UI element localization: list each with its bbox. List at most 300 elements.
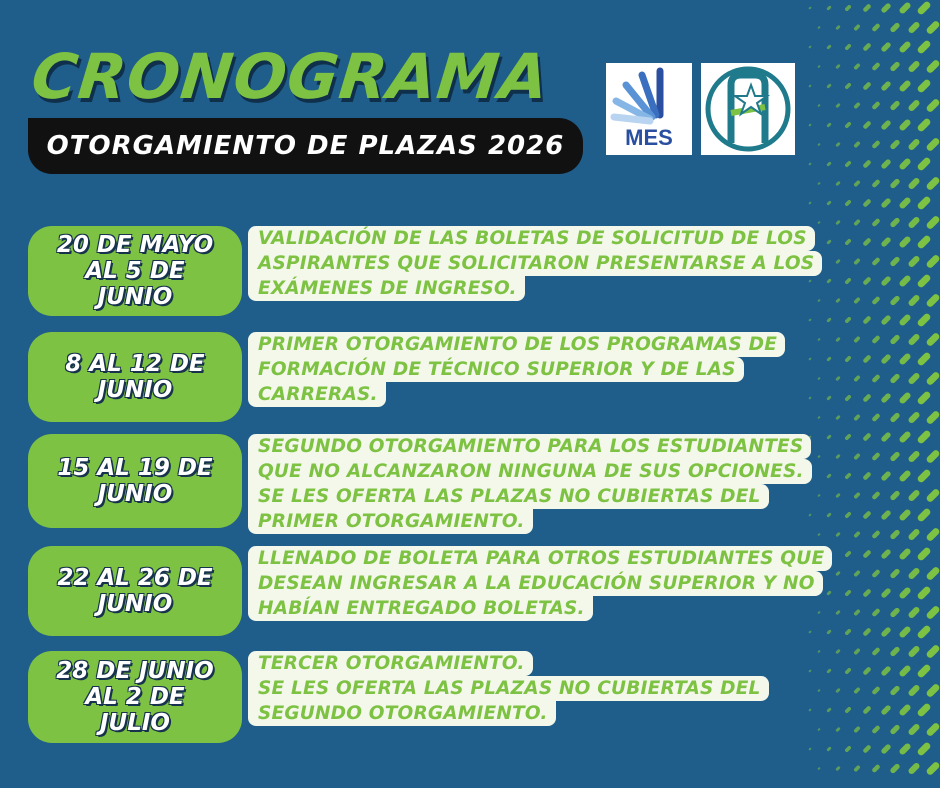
pattern-dot bbox=[907, 645, 921, 659]
pattern-dot bbox=[898, 625, 912, 639]
pattern-dot bbox=[907, 138, 921, 152]
pattern-dot bbox=[871, 179, 881, 189]
pattern-dot bbox=[898, 157, 912, 171]
description-line: EXÁMENES DE INGRESO. bbox=[248, 276, 525, 301]
pattern-dot bbox=[889, 139, 901, 151]
pattern-dot bbox=[808, 630, 812, 634]
pattern-dot bbox=[844, 472, 852, 480]
pattern-dot bbox=[898, 79, 912, 93]
pattern-dot bbox=[889, 373, 901, 385]
schedule-description bbox=[248, 434, 812, 534]
pattern-dot bbox=[817, 143, 821, 147]
pattern-dot bbox=[853, 414, 861, 422]
pattern-dot bbox=[880, 197, 892, 209]
pattern-dot bbox=[835, 259, 841, 265]
pattern-dot bbox=[889, 646, 901, 658]
pattern-dot bbox=[835, 610, 841, 616]
pattern-dot bbox=[826, 44, 832, 50]
pattern-dot bbox=[844, 706, 852, 714]
date-line: JUNIO bbox=[97, 591, 173, 617]
pattern-dot bbox=[916, 702, 932, 718]
pattern-dot bbox=[862, 393, 872, 403]
description-line: SEGUNDO OTORGAMIENTO. bbox=[248, 701, 556, 726]
mes-fan-icon bbox=[606, 63, 692, 129]
pattern-dot bbox=[898, 391, 912, 405]
pattern-dot bbox=[844, 4, 852, 12]
pattern-dot bbox=[916, 312, 932, 328]
description-line: QUE NO ALCANZARON NINGUNA DE SUS OPCIONES. bbox=[248, 459, 812, 484]
mes-logo-text: MES bbox=[625, 125, 673, 150]
pattern-dot bbox=[844, 394, 852, 402]
schedule-date bbox=[28, 546, 242, 636]
pattern-dot bbox=[916, 156, 932, 172]
pattern-dot bbox=[808, 669, 812, 673]
pattern-dot bbox=[826, 161, 832, 167]
pattern-dot bbox=[898, 430, 912, 444]
pattern-dot bbox=[871, 569, 881, 579]
pattern-dot bbox=[862, 627, 872, 637]
description-line: VALIDACIÓN DE LAS BOLETAS DE SOLICITUD DE LOS bbox=[248, 226, 815, 251]
pattern-dot bbox=[862, 432, 872, 442]
pattern-dot bbox=[916, 195, 932, 211]
pattern-dot bbox=[880, 314, 892, 326]
pattern-dot bbox=[817, 494, 821, 498]
schedule-date bbox=[28, 226, 242, 316]
pattern-dot bbox=[817, 455, 821, 459]
pattern-dot bbox=[853, 24, 861, 32]
pattern-dot bbox=[826, 278, 832, 284]
description-line: SEGUNDO OTORGAMIENTO PARA LOS ESTUDIANTES bbox=[248, 434, 811, 459]
pattern-dot bbox=[925, 332, 940, 348]
pattern-dot bbox=[880, 587, 892, 599]
pattern-dot bbox=[880, 431, 892, 443]
pattern-dot bbox=[871, 257, 881, 267]
pattern-dot bbox=[862, 510, 872, 520]
pattern-dot bbox=[880, 548, 892, 560]
description-line: LLENADO DE BOLETA PARA OTROS ESTUDIANTES QUE bbox=[248, 546, 832, 571]
pattern-dot bbox=[916, 507, 932, 523]
pattern-dot bbox=[844, 589, 852, 597]
pattern-dot bbox=[817, 26, 821, 30]
pattern-dot bbox=[853, 687, 861, 695]
description-line: SE LES OFERTA LAS PLAZAS NO CUBIERTAS DEL bbox=[248, 484, 769, 509]
date-line: 28 DE JUNIO bbox=[56, 658, 214, 684]
pattern-dot bbox=[898, 235, 912, 249]
pattern-dot bbox=[817, 767, 821, 771]
pattern-dot bbox=[862, 198, 872, 208]
description-line: HABÍAN ENTREGADO BOLETAS. bbox=[248, 596, 593, 621]
pattern-dot bbox=[925, 137, 940, 153]
pattern-dot bbox=[889, 529, 901, 541]
pattern-dot bbox=[916, 663, 932, 679]
schedule-date bbox=[28, 332, 242, 422]
pattern-dot bbox=[907, 60, 921, 74]
pattern-dot bbox=[925, 215, 940, 231]
pattern-dot bbox=[880, 743, 892, 755]
pattern-dot bbox=[844, 121, 852, 129]
pattern-dot bbox=[880, 2, 892, 14]
pattern-dot bbox=[907, 216, 921, 230]
pattern-dot bbox=[907, 723, 921, 737]
pattern-dot bbox=[898, 313, 912, 327]
description-line: FORMACIÓN DE TÉCNICO SUPERIOR Y DE LAS bbox=[248, 357, 744, 382]
pattern-dot bbox=[844, 160, 852, 168]
pattern-dot bbox=[862, 471, 872, 481]
pattern-dot bbox=[844, 277, 852, 285]
pattern-dot bbox=[817, 104, 821, 108]
pattern-dot bbox=[808, 708, 812, 712]
pattern-dot bbox=[880, 275, 892, 287]
pattern-dot bbox=[862, 549, 872, 559]
pattern-dot bbox=[880, 626, 892, 638]
pattern-dot bbox=[925, 59, 940, 75]
description-line: ASPIRANTES QUE SOLICITARON PRESENTARSE A LOS bbox=[248, 251, 822, 276]
pattern-dot bbox=[853, 63, 861, 71]
pattern-dot bbox=[871, 608, 881, 618]
pattern-dot bbox=[889, 22, 901, 34]
pattern-dot bbox=[907, 21, 921, 35]
date-line: AL 2 DE bbox=[85, 684, 185, 710]
pattern-dot bbox=[898, 118, 912, 132]
pattern-dot bbox=[835, 454, 841, 460]
pattern-dot bbox=[916, 468, 932, 484]
mes-logo bbox=[606, 63, 692, 155]
pattern-dot bbox=[862, 276, 872, 286]
pattern-dot bbox=[880, 392, 892, 404]
pattern-dot bbox=[925, 683, 940, 699]
pattern-dot bbox=[853, 141, 861, 149]
pattern-dot bbox=[907, 684, 921, 698]
schedule-date bbox=[28, 434, 242, 528]
pattern-dot bbox=[808, 747, 812, 751]
date-line: AL 5 DE bbox=[85, 258, 185, 284]
pattern-dot bbox=[853, 180, 861, 188]
pattern-dot bbox=[853, 297, 861, 305]
pattern-dot bbox=[808, 201, 812, 205]
pattern-dot bbox=[808, 396, 812, 400]
pattern-dot bbox=[817, 533, 821, 537]
pattern-dot bbox=[880, 509, 892, 521]
pattern-dot bbox=[925, 176, 940, 192]
pattern-dot bbox=[853, 609, 861, 617]
pattern-dot bbox=[826, 122, 832, 128]
pattern-dot bbox=[925, 410, 940, 426]
pattern-dot bbox=[916, 390, 932, 406]
pattern-dot bbox=[871, 101, 881, 111]
pattern-dot bbox=[853, 765, 861, 773]
pattern-dot bbox=[880, 353, 892, 365]
pattern-dot bbox=[871, 764, 881, 774]
pattern-dot bbox=[880, 158, 892, 170]
description-line: CARRERAS. bbox=[248, 382, 386, 407]
page-title: CRONOGRAMA bbox=[28, 40, 553, 113]
pattern-dot bbox=[862, 3, 872, 13]
pattern-dot bbox=[907, 294, 921, 308]
pattern-dot bbox=[835, 688, 841, 694]
pattern-dot bbox=[907, 99, 921, 113]
pattern-dot bbox=[871, 140, 881, 150]
pattern-dot bbox=[826, 395, 832, 401]
pattern-dot bbox=[925, 644, 940, 660]
pattern-dot bbox=[826, 668, 832, 674]
page-subtitle: OTORGAMIENTO DE PLAZAS 2026 bbox=[46, 131, 565, 161]
pattern-dot bbox=[898, 664, 912, 678]
pattern-dot bbox=[835, 220, 841, 226]
pattern-dot bbox=[916, 624, 932, 640]
pattern-dot bbox=[916, 273, 932, 289]
pattern-dot bbox=[916, 78, 932, 94]
pattern-dot bbox=[862, 81, 872, 91]
schedule-description bbox=[248, 332, 785, 407]
pattern-dot bbox=[826, 83, 832, 89]
pattern-dot bbox=[853, 102, 861, 110]
pattern-dot bbox=[916, 0, 932, 16]
pattern-dot bbox=[826, 239, 832, 245]
pattern-dot bbox=[808, 84, 812, 88]
pattern-dot bbox=[889, 490, 901, 502]
pattern-dot bbox=[880, 236, 892, 248]
pattern-dot bbox=[898, 703, 912, 717]
pattern-dot bbox=[898, 352, 912, 366]
pattern-dot bbox=[844, 82, 852, 90]
pattern-dot bbox=[898, 1, 912, 15]
pattern-dot bbox=[907, 528, 921, 542]
pattern-dot bbox=[871, 725, 881, 735]
pattern-dot bbox=[916, 585, 932, 601]
date-line: 22 AL 26 DE bbox=[57, 565, 213, 591]
description-line: DESEAN INGRESAR A LA EDUCACIÓN SUPERIOR Y NO bbox=[248, 571, 823, 596]
pattern-dot bbox=[889, 568, 901, 580]
pattern-dot bbox=[916, 117, 932, 133]
pattern-dot bbox=[817, 65, 821, 69]
pattern-dot bbox=[817, 650, 821, 654]
date-line: 15 AL 19 DE bbox=[57, 455, 213, 481]
pattern-dot bbox=[835, 142, 841, 148]
pattern-dot bbox=[835, 727, 841, 733]
pattern-dot bbox=[844, 628, 852, 636]
pattern-dot bbox=[880, 119, 892, 131]
pattern-dot bbox=[880, 704, 892, 716]
pattern-dot bbox=[880, 41, 892, 53]
pattern-dot bbox=[862, 315, 872, 325]
pattern-dot bbox=[862, 120, 872, 130]
description-line: SE LES OFERTA LAS PLAZAS NO CUBIERTAS DEL bbox=[248, 676, 769, 701]
pattern-dot bbox=[808, 45, 812, 49]
pattern-dot bbox=[853, 648, 861, 656]
pattern-dot bbox=[925, 98, 940, 114]
pattern-dot bbox=[925, 449, 940, 465]
pattern-dot bbox=[853, 492, 861, 500]
pattern-dot bbox=[817, 338, 821, 342]
pattern-dot bbox=[835, 532, 841, 538]
pattern-dot bbox=[916, 429, 932, 445]
pattern-dot bbox=[826, 512, 832, 518]
pattern-dot bbox=[853, 570, 861, 578]
pattern-dot bbox=[925, 293, 940, 309]
pattern-dot bbox=[925, 371, 940, 387]
pattern-dot bbox=[862, 42, 872, 52]
pattern-dot bbox=[889, 412, 901, 424]
pattern-dot bbox=[898, 547, 912, 561]
star-emblem-icon bbox=[701, 63, 795, 155]
date-line: 20 DE MAYO bbox=[56, 232, 214, 258]
pattern-dot bbox=[916, 351, 932, 367]
pattern-dot bbox=[826, 746, 832, 752]
pattern-dot bbox=[907, 372, 921, 386]
pattern-dot bbox=[862, 237, 872, 247]
pattern-dot bbox=[844, 316, 852, 324]
pattern-dot bbox=[826, 473, 832, 479]
pattern-dot bbox=[907, 411, 921, 425]
pattern-dot bbox=[835, 649, 841, 655]
pattern-dot bbox=[898, 40, 912, 54]
pattern-dot bbox=[925, 20, 940, 36]
pattern-dot bbox=[907, 333, 921, 347]
description-line: PRIMER OTORGAMIENTO. bbox=[248, 509, 533, 534]
pattern-dot bbox=[889, 724, 901, 736]
pattern-dot bbox=[925, 722, 940, 738]
pattern-dot bbox=[889, 763, 901, 775]
pattern-dot bbox=[835, 493, 841, 499]
pattern-dot bbox=[844, 511, 852, 519]
pattern-dot bbox=[844, 43, 852, 51]
pattern-dot bbox=[835, 415, 841, 421]
date-line: JUNIO bbox=[97, 284, 173, 310]
pattern-dot bbox=[898, 274, 912, 288]
date-line: 8 AL 12 DE bbox=[65, 351, 205, 377]
pattern-dot bbox=[862, 354, 872, 364]
pattern-dot bbox=[835, 103, 841, 109]
pattern-dot bbox=[862, 588, 872, 598]
pattern-dot bbox=[835, 25, 841, 31]
pattern-dot bbox=[817, 728, 821, 732]
pattern-dot bbox=[853, 258, 861, 266]
pattern-dot bbox=[907, 489, 921, 503]
description-line: PRIMER OTORGAMIENTO DE LOS PROGRAMAS DE bbox=[248, 332, 785, 357]
pattern-dot bbox=[880, 665, 892, 677]
pattern-dot bbox=[925, 254, 940, 270]
pattern-dot bbox=[826, 5, 832, 11]
pattern-dot bbox=[835, 571, 841, 577]
pattern-dot bbox=[871, 218, 881, 228]
date-line: JUNIO bbox=[97, 377, 173, 403]
pattern-dot bbox=[898, 586, 912, 600]
pattern-dot bbox=[844, 433, 852, 441]
pattern-dot bbox=[853, 219, 861, 227]
pattern-dot bbox=[826, 356, 832, 362]
pattern-dot bbox=[853, 453, 861, 461]
pattern-dot bbox=[808, 6, 812, 10]
pattern-dot bbox=[817, 182, 821, 186]
schedule-description bbox=[248, 226, 822, 301]
institution-logo bbox=[701, 63, 795, 155]
date-line: JULIO bbox=[99, 710, 170, 736]
pattern-dot bbox=[871, 374, 881, 384]
pattern-dot bbox=[889, 685, 901, 697]
pattern-dot bbox=[853, 531, 861, 539]
pattern-dot bbox=[889, 451, 901, 463]
pattern-dot bbox=[925, 488, 940, 504]
pattern-dot bbox=[835, 376, 841, 382]
pattern-dot bbox=[871, 413, 881, 423]
pattern-dot bbox=[871, 296, 881, 306]
pattern-dot bbox=[889, 607, 901, 619]
pattern-dot bbox=[808, 357, 812, 361]
pattern-dot bbox=[844, 355, 852, 363]
pattern-dot bbox=[907, 762, 921, 776]
pattern-dot bbox=[871, 530, 881, 540]
pattern-dot bbox=[844, 667, 852, 675]
pattern-dot bbox=[808, 123, 812, 127]
pattern-dot bbox=[889, 61, 901, 73]
pattern-dot bbox=[916, 546, 932, 562]
pattern-dot bbox=[907, 177, 921, 191]
pattern-dot bbox=[907, 567, 921, 581]
pattern-dot bbox=[871, 452, 881, 462]
pattern-dot bbox=[898, 196, 912, 210]
pattern-dot bbox=[907, 450, 921, 464]
pattern-dot bbox=[817, 416, 821, 420]
pattern-dot bbox=[907, 255, 921, 269]
pattern-dot bbox=[817, 221, 821, 225]
pattern-dot bbox=[835, 181, 841, 187]
pattern-dot bbox=[898, 508, 912, 522]
pattern-dot bbox=[907, 606, 921, 620]
pattern-dot bbox=[844, 745, 852, 753]
pattern-dot bbox=[898, 469, 912, 483]
pattern-dot bbox=[871, 491, 881, 501]
pattern-dot bbox=[862, 159, 872, 169]
pattern-dot bbox=[853, 336, 861, 344]
pattern-dot bbox=[835, 298, 841, 304]
pattern-dot bbox=[844, 550, 852, 558]
pattern-dot bbox=[817, 689, 821, 693]
pattern-dot bbox=[871, 647, 881, 657]
pattern-dot bbox=[925, 566, 940, 582]
pattern-dot bbox=[916, 741, 932, 757]
pattern-dot bbox=[853, 375, 861, 383]
pattern-dot bbox=[889, 256, 901, 268]
pattern-dot bbox=[916, 39, 932, 55]
pattern-dot bbox=[916, 234, 932, 250]
pattern-dot bbox=[871, 335, 881, 345]
pattern-dot bbox=[880, 470, 892, 482]
description-line: TERCER OTORGAMIENTO. bbox=[248, 651, 533, 676]
pattern-dot bbox=[844, 199, 852, 207]
pattern-dot bbox=[898, 742, 912, 756]
pattern-dot bbox=[862, 705, 872, 715]
pattern-dot bbox=[871, 23, 881, 33]
pattern-dot bbox=[835, 337, 841, 343]
pattern-dot bbox=[826, 629, 832, 635]
pattern-dot bbox=[853, 726, 861, 734]
pattern-dot bbox=[871, 62, 881, 72]
pattern-dot bbox=[826, 317, 832, 323]
pattern-dot bbox=[826, 200, 832, 206]
pattern-dot bbox=[808, 318, 812, 322]
pattern-dot bbox=[889, 178, 901, 190]
pattern-dot bbox=[889, 217, 901, 229]
pattern-dot bbox=[835, 64, 841, 70]
pattern-dot bbox=[880, 80, 892, 92]
pattern-dot bbox=[862, 744, 872, 754]
schedule-description bbox=[248, 546, 832, 621]
pattern-dot bbox=[808, 162, 812, 166]
pattern-dot bbox=[817, 377, 821, 381]
pattern-dot bbox=[925, 527, 940, 543]
pattern-dot bbox=[925, 605, 940, 621]
dot-pattern-decoration bbox=[800, 0, 940, 788]
